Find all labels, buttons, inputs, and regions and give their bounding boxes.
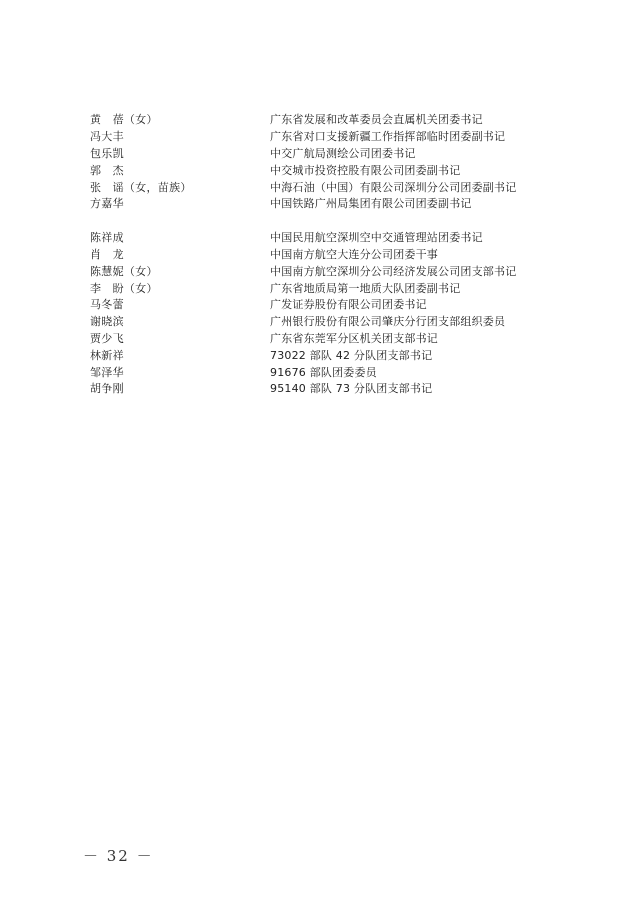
member-name: 林新祥 — [90, 348, 124, 362]
member-title: 中国铁路广州局集团有限公司团委副书记 — [270, 197, 472, 211]
member-group-1 — [90, 112, 570, 213]
member-name: 贾少飞 — [90, 331, 124, 345]
member-title: 91676 部队团委委员 — [270, 365, 377, 379]
list-item — [90, 112, 570, 129]
list-item — [90, 347, 570, 364]
list-item — [90, 364, 570, 381]
list-item — [90, 247, 570, 264]
member-name: 马冬蕾 — [90, 298, 124, 312]
list-item — [90, 129, 570, 146]
member-title: 中国南方航空大连分公司团委干事 — [270, 247, 438, 261]
member-title: 广东省对口支援新疆工作指挥部临时团委副书记 — [270, 130, 506, 144]
member-name: 冯大丰 — [90, 130, 124, 144]
list-item — [90, 331, 570, 348]
member-name: 谢晓滨 — [90, 315, 124, 329]
member-group-2 — [90, 230, 570, 398]
member-name: 陈祥成 — [90, 231, 124, 245]
member-title: 广东省发展和改革委员会直属机关团委书记 — [270, 113, 483, 127]
list-item — [90, 314, 570, 331]
member-name: 张 谣（女，苗族） — [90, 180, 192, 194]
member-title: 广州银行股份有限公司肇庆分行团支部组织委员 — [270, 315, 506, 329]
member-name: 郭 杰 — [90, 163, 124, 177]
member-title: 广东省地质局第一地质大队团委副书记 — [270, 281, 461, 295]
member-name: 李 盼（女） — [90, 281, 158, 295]
list-item — [90, 196, 570, 213]
list-item — [90, 263, 570, 280]
member-title: 95140 部队 73 分队团支部书记 — [270, 382, 433, 396]
member-name: 方嘉华 — [90, 197, 124, 211]
member-title: 广东省东莞军分区机关团支部书记 — [270, 331, 438, 345]
member-name: 肖 龙 — [90, 247, 124, 261]
list-item — [90, 179, 570, 196]
member-title: 73022 部队 42 分队团支部书记 — [270, 348, 433, 362]
list-item — [90, 297, 570, 314]
page-number: － 32 － — [83, 847, 154, 865]
member-name: 黄 蓓（女） — [90, 113, 158, 127]
list-item — [90, 381, 570, 398]
member-list — [90, 112, 570, 398]
member-name: 包乐凯 — [90, 146, 124, 160]
member-title: 中国民用航空深圳空中交通管理站团委书记 — [270, 231, 483, 245]
member-title: 中国南方航空深圳分公司经济发展公司团支部书记 — [270, 264, 517, 278]
member-name: 陈慧妮（女） — [90, 264, 158, 278]
member-title: 中交广航局测绘公司团委书记 — [270, 146, 416, 160]
list-item — [90, 146, 570, 163]
member-name: 邹泽华 — [90, 365, 124, 379]
member-name: 胡争刚 — [90, 382, 124, 396]
member-title: 中交城市投资控股有限公司团委副书记 — [270, 163, 461, 177]
list-item — [90, 280, 570, 297]
list-item — [90, 230, 570, 247]
member-title: 广发证券股份有限公司团委书记 — [270, 298, 427, 312]
list-item — [90, 162, 570, 179]
member-title: 中海石油（中国）有限公司深圳分公司团委副书记 — [270, 180, 517, 194]
